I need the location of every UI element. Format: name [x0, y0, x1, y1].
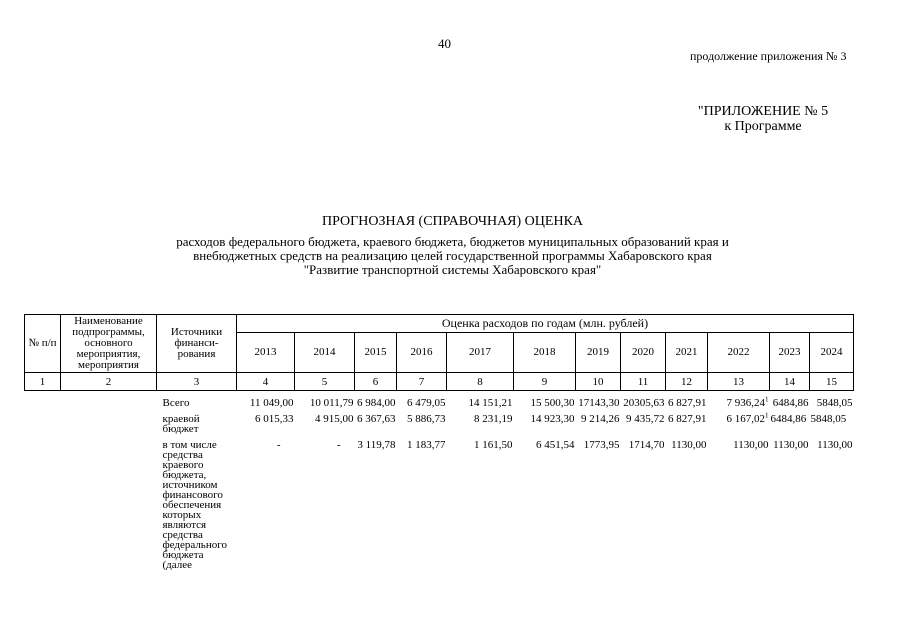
column-number-row [25, 373, 854, 391]
year-header: 2015 [355, 333, 397, 373]
footnote-mark: 1 [765, 411, 769, 420]
year-header: 2016 [397, 333, 447, 373]
appendix-title: "ПРИЛОЖЕНИЕ № 5 [697, 104, 829, 119]
value-cell: 5 886,73 [407, 413, 446, 425]
column-number: 8 [447, 373, 514, 391]
value-cell: 15 500,30 [530, 397, 575, 408]
header-name: Наименование подпрограммы, основного мероприятия, мероприятия [61, 315, 157, 373]
value-cell: 17143,30 [578, 397, 620, 408]
year-header: 2020 [621, 333, 666, 373]
value-cell: - [276, 439, 281, 451]
column-number: 13 [708, 373, 770, 391]
column-number: 4 [237, 373, 295, 391]
budget-table [24, 314, 854, 570]
table-row [25, 391, 854, 409]
year-header: 2023 [770, 333, 810, 373]
value-cell: 5848,05 [816, 397, 853, 408]
value-cell: 6 827,91 [668, 397, 707, 408]
value-cell: 3 119,78 [357, 439, 396, 451]
value-text: 6 167,02 [726, 413, 765, 425]
value-cell: 1 183,77 [407, 439, 446, 451]
header-num: № п/п [25, 315, 61, 373]
column-number: 11 [621, 373, 666, 391]
table-row [25, 434, 854, 570]
year-header: 2013 [237, 333, 295, 373]
value-cell: 1130,00 [773, 439, 809, 451]
footnote-mark: 1 [765, 395, 769, 404]
value-cell: 1773,95 [583, 439, 620, 451]
column-number: 3 [157, 373, 237, 391]
value-cell: 6 367,63 [357, 413, 396, 425]
column-number: 5 [295, 373, 355, 391]
value-cell: 6 827,91 [668, 413, 707, 425]
value-text: 7 936,24 [726, 397, 765, 408]
column-number: 15 [810, 373, 854, 391]
source-label: в том числе средства краевого бюджета, источником финансового обеспечения которых являются средства федерального бюджета (далее [162, 439, 227, 570]
value-cell: 14 923,30 [530, 413, 575, 425]
value-cell: 4 915,00 [315, 413, 354, 425]
value-cell: 1130,00 [733, 439, 769, 451]
column-number: 1 [25, 373, 61, 391]
source-label: Всего [162, 397, 190, 408]
column-number: 12 [666, 373, 708, 391]
appendix-header [678, 104, 848, 134]
header-sources: Источники финанси-рования [157, 315, 237, 373]
value-cell: 10 011,79 [309, 397, 354, 408]
year-header: 2014 [295, 333, 355, 373]
table-row [25, 408, 854, 434]
year-header: 2022 [708, 333, 770, 373]
value-cell: 8 231,19 [474, 413, 513, 425]
value-cell: 6484,86 [770, 413, 807, 425]
source-label: краевой бюджет [162, 413, 200, 434]
value-cell: 6 451,54 [536, 439, 575, 451]
year-header: 2018 [514, 333, 576, 373]
column-number: 7 [397, 373, 447, 391]
year-header: 2024 [810, 333, 854, 373]
value-cell: 5848,05 [810, 413, 847, 425]
appendix-subtitle: к Программе [724, 119, 802, 134]
document-title: ПРОГНОЗНАЯ (СПРАВОЧНАЯ) ОЦЕНКА [321, 214, 584, 229]
value-cell: - [336, 439, 341, 451]
value-cell: 9 435,72 [626, 413, 665, 425]
value-cell: 14 151,21 [468, 397, 513, 408]
value-cell: 6 984,00 [357, 397, 396, 408]
column-number: 2 [61, 373, 157, 391]
value-cell: 11 049,00 [249, 397, 294, 408]
page-number: 40 [438, 36, 451, 51]
value-cell: 1130,00 [671, 439, 707, 451]
value-cell: 6 479,05 [407, 397, 446, 408]
subtitle-line: расходов федерального бюджета, краевого бюджета, бюджетов муниципальных образований края и [176, 234, 729, 249]
value-cell: 1 161,50 [474, 439, 513, 451]
value-cell: 1130,00 [817, 439, 853, 451]
year-header: 2021 [666, 333, 708, 373]
subtitle-line: "Развитие транспортной системы Хабаровского края" [303, 262, 602, 277]
value-cell [708, 391, 770, 409]
column-number: 14 [770, 373, 810, 391]
value-cell: 1714,70 [628, 439, 665, 451]
header-estimate: Оценка расходов по годам (млн. рублей) [237, 315, 854, 333]
subtitle-line: внебюджетных средств на реализацию целей государственной программы Хабаровского края [193, 248, 712, 263]
document-subtitle [80, 235, 825, 277]
value-cell [708, 408, 770, 434]
column-number: 10 [576, 373, 621, 391]
value-cell: 9 214,26 [581, 413, 620, 425]
value-cell: 6484,86 [772, 397, 809, 408]
value-cell: 6 015,33 [255, 413, 294, 425]
year-header: 2019 [576, 333, 621, 373]
column-number: 9 [514, 373, 576, 391]
year-header: 2017 [447, 333, 514, 373]
value-cell: 20305,63 [623, 397, 665, 408]
column-number: 6 [355, 373, 397, 391]
appendix-continuation: продолжение приложения № 3 [690, 49, 847, 63]
